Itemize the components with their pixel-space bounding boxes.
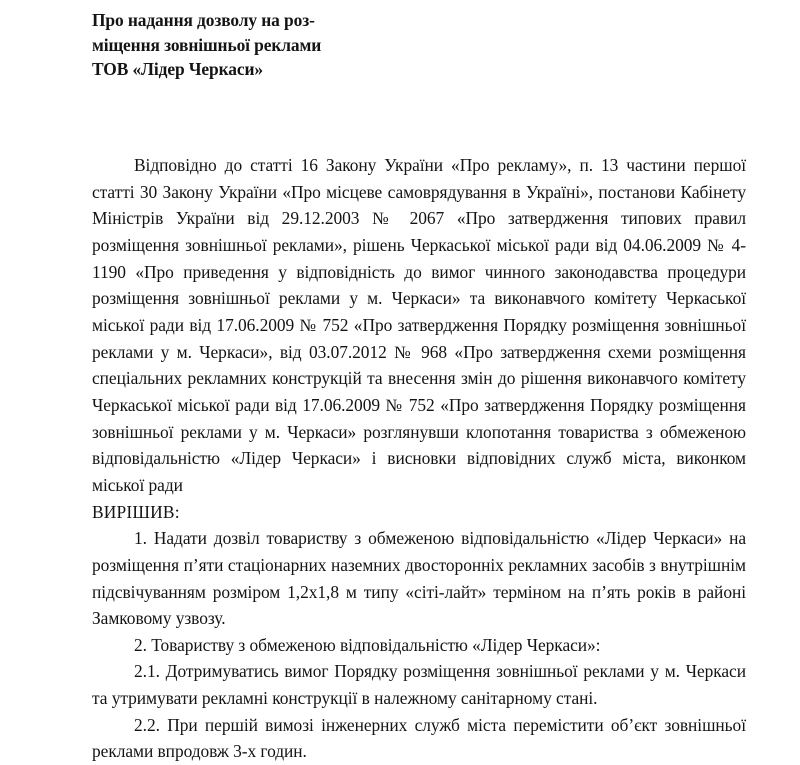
paragraph-item-2-2: 2.2. При першій вимозі інженерних служб міста перемістити об’єкт зовнішньої реклами впродовж 3-х годин. <box>92 714 746 762</box>
subject-line-2: міщення зовнішньої реклами <box>92 34 322 55</box>
paragraph-item-1: 1. Надати дозвіл товариству з обмеженою відповідальністю «Лідер Черкаси» на розміщення п’яти стаціонарних наземних двосторонніх рекламних засобів з внутрішнім підсвічуванням розміром 1,2х1,8 м типу «сіті-лайт» терміном на п’ять років в районі Замковому узвозу. <box>92 528 746 629</box>
document-subject-heading <box>92 8 392 82</box>
subject-line-3: ТОВ «Лідер Черкаси» <box>92 59 264 79</box>
paragraph-item-2-1: 2.1. Дотримуватись вимог Порядку розміщення зовнішньої реклами у м. Черкаси та утримувати рекламні конструкції в належному санітарному стані. <box>92 661 746 709</box>
subject-line-1: Про надання дозволу на роз- <box>92 10 315 30</box>
paragraph-preamble: Відповідно до статті 16 Закону України «Про рекламу», п. 13 частини першої статті 30 Закону України «Про місцеве самоврядування в Україні», постанови Кабінету Міністрів України від 29.12.2003 № 2067 «Про затвердження типових правил розміщення зовнішньої реклами», рішень Черкаської міської ради від 04.06.2009 № 4-1190 «Про приведення у відповідність до вимог чинного законодавства процедури розміщення зовнішньої реклами у м. Черкаси» та виконавчого комітету Черкаської міської ради від 17.06.2009 № 752 «Про затвердження Порядку розміщення зовнішньої реклами у м. Черкаси», від 03.07.2012 № 968 «Про затвердження схеми розміщення спеціальних рекламних конструкцій та внесення змін до рішення виконавчого комітету Черкаської міської ради від 17.06.2009 № 752 «Про затвердження Порядку розміщення зовнішньої реклами у м. Черкаси» розглянувши клопотання товариства з обмеженою відповідальністю «Лідер Черкаси» і висновки відповідних служб міста, виконком міської ради <box>92 155 746 495</box>
document-body <box>92 152 746 765</box>
paragraph-resolution-keyword: ВИРІШИВ: <box>92 501 180 522</box>
paragraph-item-2: 2. Товариству з обмеженою відповідальністю «Лідер Черкаси»: <box>134 634 601 655</box>
